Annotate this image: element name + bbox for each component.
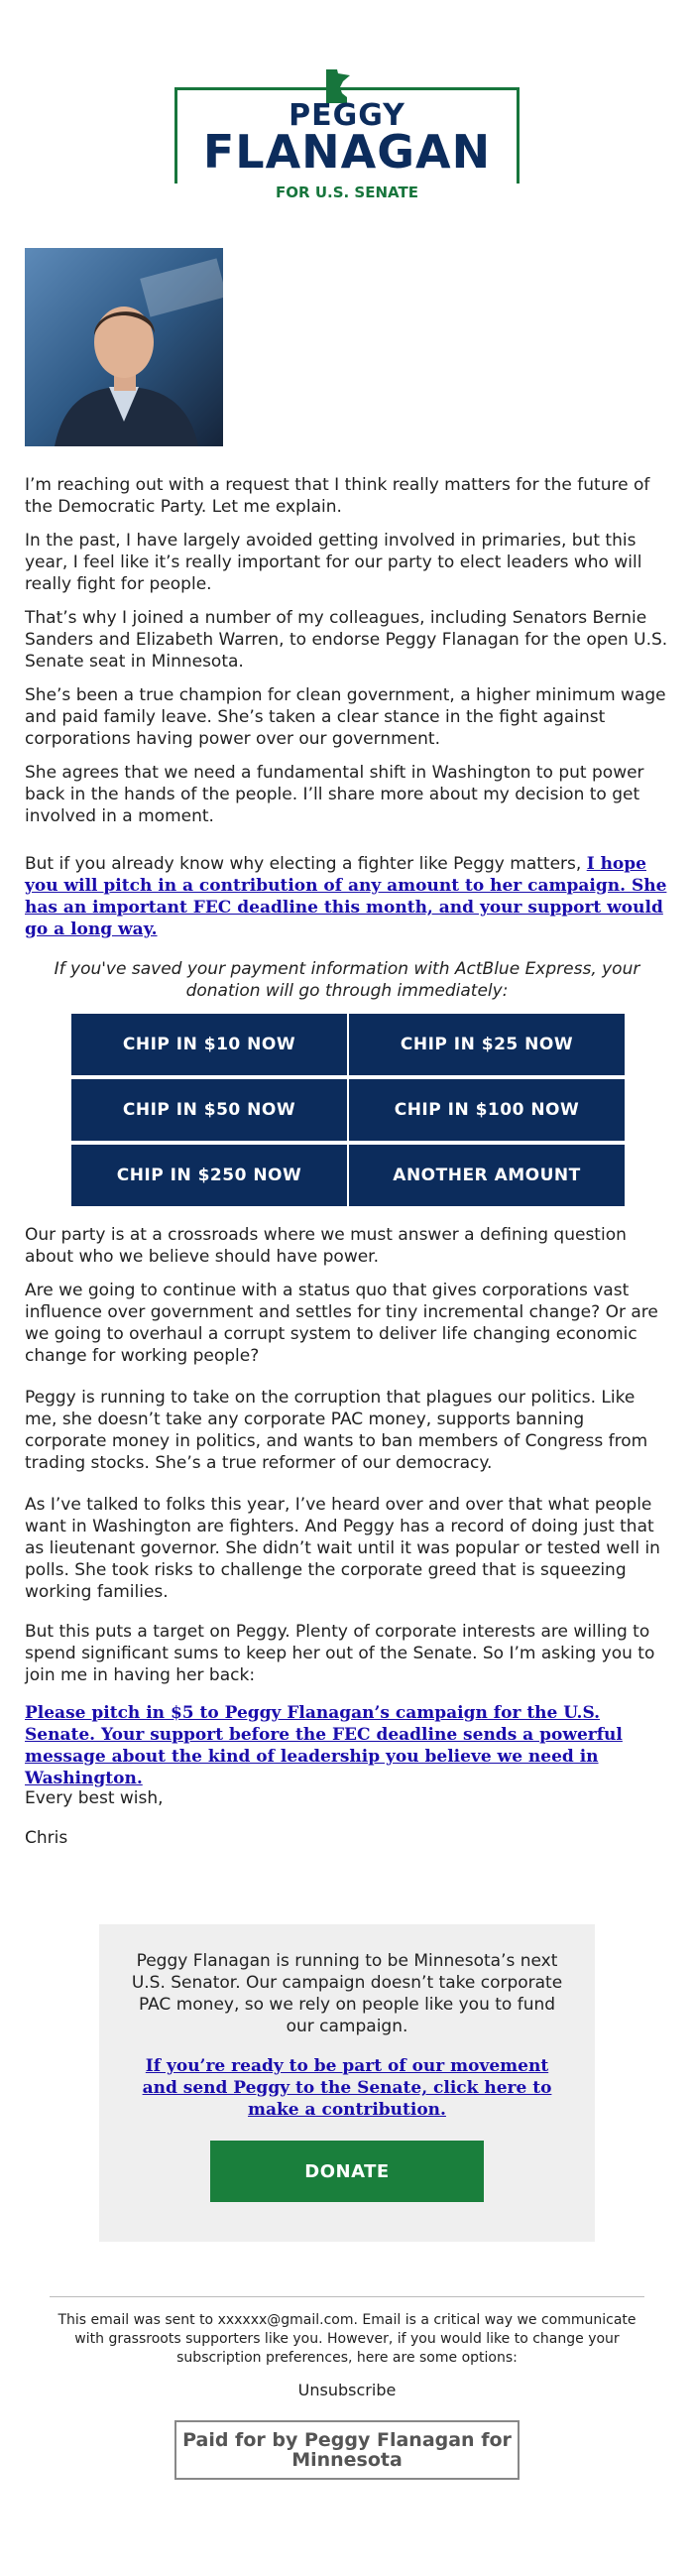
paragraph-crossroads: Our party is at a crossroads where we must answer a defining question about who we believe should have power.: [25, 1225, 627, 1267]
logo-last-name: FLANAGAN: [202, 125, 492, 179]
unsubscribe-link[interactable]: Unsubscribe: [297, 2381, 397, 2399]
logo-first-name: PEGGY: [289, 98, 405, 133]
footer-divider: [50, 2296, 644, 2297]
another-amount-button[interactable]: ANOTHER AMOUNT: [349, 1145, 625, 1206]
chip-in-25-button[interactable]: CHIP IN $25 NOW: [349, 1014, 625, 1075]
paragraph-shift: She agrees that we need a fundamental shift in Washington to put power back in the hands of the people. I’ll share more about my decision to get involved in a moment.: [25, 763, 644, 826]
cta-lead-text: But if you already know why electing a fighter like Peggy matters,: [25, 854, 587, 874]
chip-in-100-button[interactable]: CHIP IN $100 NOW: [349, 1079, 625, 1141]
make-contribution-link[interactable]: If you’re ready to be part of our movement and send Peggy to the Senate, click here to make a contribution.: [142, 2056, 552, 2120]
pitch-in-5-link[interactable]: Please pitch in $5 to Peggy Flanagan’s campaign for the U.S. Senate. Your support before the FEC deadline sends a powerful message about the kind of leadership you believe we need in Washington.: [25, 1703, 623, 1788]
signature: Chris: [25, 1828, 68, 1848]
chip-in-10-button[interactable]: CHIP IN $10 NOW: [71, 1014, 347, 1075]
paragraph-fighters: As I’ve talked to folks this year, I’ve heard over and over that what people want in Washington are fighters. And Peggy has a record of doing just that as lieutenant governor. She didn’t wait until it was popular or tested well in polls. She took risks to challenge the corporate greed that is squeezing working families.: [25, 1495, 660, 1602]
campaign-info-box: [99, 1924, 595, 2242]
chip-in-50-button[interactable]: CHIP IN $50 NOW: [71, 1079, 347, 1141]
paragraph-corruption: Peggy is running to take on the corruption that plagues our politics. Like me, she doesn’t take any corporate PAC money, supports banning corporate money in politics, and wants to ban members of Congress from trading stocks. She’s a true reformer of our democracy.: [25, 1388, 648, 1473]
email-notice: This email was sent to xxxxxx@gmail.com. Email is a critical way we communicate with grassroots supporters like you. However, if you would like to change your subscription preferences, here are some options:: [58, 2312, 636, 2366]
paragraph-champion: She’s been a true champion for clean government, a higher minimum wage and paid family leave. She’s taken a clear stance in the fight against corporations having power over our government.: [25, 685, 666, 749]
pitch-in-link[interactable]: I hope you will pitch in a contribution of any amount to her campaign. She has an important FEC deadline this month, and your support would go a long way.: [25, 854, 667, 939]
campaign-info-text: Peggy Flanagan is running to be Minnesota’s next U.S. Senator. Our campaign doesn’t take corporate PAC money, so we rely on people like you to fund our campaign.: [131, 1951, 563, 2036]
donate-button[interactable]: DONATE: [210, 2141, 484, 2202]
campaign-info-link-wrap: [129, 2055, 565, 2121]
paragraph-endorsement: That’s why I joined a number of my colleagues, including Senators Bernie Sanders and Elizabeth Warren, to endorse Peggy Flanagan for the open U.S. Senate seat in Minnesota.: [25, 608, 668, 672]
actblue-note: If you've saved your payment information with ActBlue Express, your donation will go through immediately:: [54, 959, 640, 1001]
campaign-logo: [174, 87, 520, 186]
sender-photo: [25, 248, 223, 446]
chip-in-250-button[interactable]: CHIP IN $250 NOW: [71, 1145, 347, 1206]
paragraph-intro: I’m reaching out with a request that I think really matters for the future of the Democratic Party. Let me explain.: [25, 475, 650, 517]
signoff: Every best wish,: [25, 1788, 164, 1808]
paragraph-primaries: In the past, I have largely avoided getting involved in primaries, but this year, I feel like it’s really important for our party to elect leaders who will really fight for people.: [25, 531, 642, 594]
logo-tagline: FOR U.S. SENATE: [95, 184, 599, 201]
paragraph-status-quo: Are we going to continue with a status quo that gives corporations vast influence over government and settles for tiny incremental change? Or are we going to overhaul a corrupt system to deliver life changing economic change for working people?: [25, 1281, 658, 1366]
paid-for-by-disclaimer: Paid for by Peggy Flanagan for Minnesota: [174, 2420, 520, 2480]
paragraph-final-ask: [25, 1702, 669, 1789]
paragraph-target: But this puts a target on Peggy. Plenty of corporate interests are willing to spend significant sums to keep her out of the Senate. So I’m asking you to join me in having her back:: [25, 1622, 655, 1685]
portrait-illustration: [25, 248, 223, 446]
paragraph-call-to-action: [25, 853, 669, 940]
